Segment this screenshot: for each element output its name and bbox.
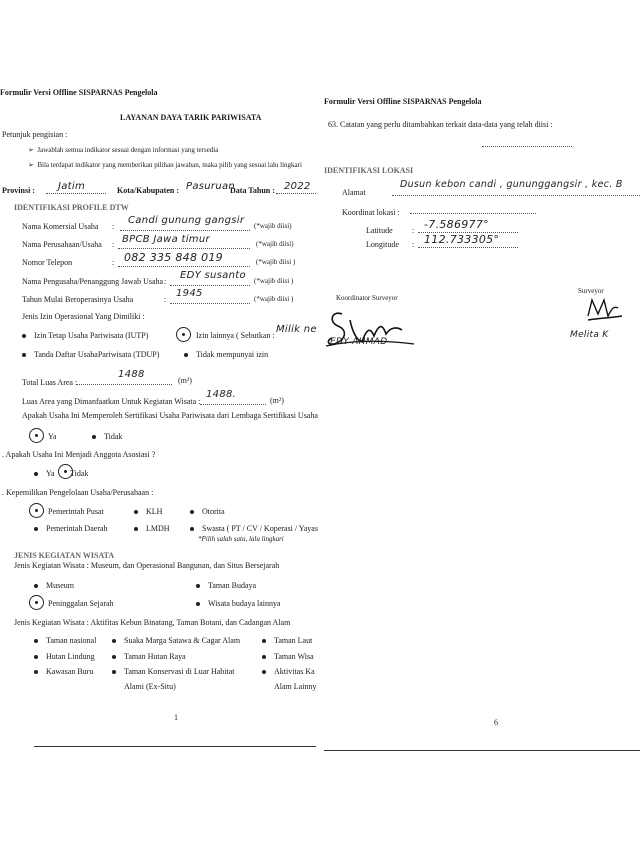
page1-title: LAYANAN DAYA TARIK PARIWISATA [120,113,262,122]
page2-bottom-rule [324,750,640,751]
selected-circle-mark [29,595,44,610]
selected-circle-mark [29,428,44,443]
kepemilikan-option-6[interactable]: Swasta ( PT / CV / Koperasi / Yayas [190,524,318,533]
jenis2-col3-3[interactable]: Aktivitas Ka [262,667,315,676]
tahun-value[interactable]: 2022 [284,181,311,192]
page2-header: Formulir Versi Offline SISPARNAS Pengelola [324,97,482,106]
jenis2-label: Jenis Kegiatan Wisata : Aktifitas Kebun Binatang, Taman Botani, dan Cadangan Alam [14,618,291,627]
jenis1-label: Jenis Kegiatan Wisata : Museum, dan Operasional Bangunan, dan Situs Bersejarah [14,561,280,570]
izin-lainnya-value[interactable]: Milik ne [276,324,317,335]
field-label-1: Nama Komersial Usaha [22,222,99,231]
sertifikasi-tidak[interactable]: Tidak [92,432,122,441]
kepemilikan-option-1[interactable]: Pemerintah Pusat [48,507,104,516]
kepemilikan-option-3[interactable]: Otorita [190,507,225,516]
field-label-3: Nomor Telepon [22,258,73,267]
kepemilikan-note: *Pilih salah satu, lalu lingkari [198,535,284,543]
section-lokasi: IDENTIFIKASI LOKASI [324,166,414,175]
page1-number: 1 [174,713,178,722]
jenis1-option-3[interactable]: Peninggalan Sejarah [48,599,114,608]
koordinat-label: Koordinat lokasi : [342,208,400,217]
longitude-label: Longitude [366,240,399,249]
field-value-5[interactable]: 1945 [176,288,203,299]
jenis2-col1-3[interactable]: Kawasan Buru [34,667,93,676]
field-label-2: Nama Perusahaan/Usaha [22,240,102,249]
latitude-label: Latitude [366,226,393,235]
kepemilikan-option-4[interactable]: Pemerintah Daerah [34,524,108,533]
kepemilikan-option-2[interactable]: KLH [134,507,162,516]
luas-unit-2: (m²) [270,396,284,405]
field-label-5: Tahun Mulai Beroperasinya Usaha [22,295,134,304]
izin-option-2[interactable]: Izin lainnya ( Sebutkan : [196,331,275,340]
field-value-4[interactable]: EDY susanto [180,270,246,281]
page2-number: 6 [494,718,498,727]
section-jenis: JENIS KEGIATAN WISATA [14,551,115,560]
longitude-value[interactable]: 112.733305° [424,233,500,246]
luas-wisata-label: Luas Area yang Dimanfaatkan Untuk Kegiatan Wisata : [22,397,201,406]
petunjuk-item-2: ➢ Bila terdapat indikator yang memberikan pilihan jawaban, maka pilih yang sesuai lalu lingkari [28,161,302,169]
alamat-value[interactable]: Dusun kebon candi , gununggangsir , kec. B [400,179,623,190]
sertifikasi-ya[interactable]: Ya [48,432,57,441]
jenis2-col2-1[interactable]: Suaka Marga Satawa & Cagar Alam [112,636,240,645]
jenis2-col2-2[interactable]: Taman Hutan Raya [112,652,186,661]
jenis2-col3-2[interactable]: Taman Wisa [262,652,314,661]
koordinator-label: Koordinator Surveyor [336,294,398,302]
petunjuk-label: Petunjuk pengisian : [2,130,68,139]
section-profile: IDENTIFIKASI PROFILE DTW [14,203,129,212]
tahun-label: Data Tahun : [230,186,275,195]
jenis2-col1-1[interactable]: Taman nasional [34,636,96,645]
selected-circle-mark [176,327,191,342]
kabupaten-label: Kota/Kabupaten : [117,186,180,195]
jenis1-option-1[interactable]: Museum [34,581,74,590]
jenis2-col3-1[interactable]: Taman Laut [262,636,312,645]
luas-wisata-value[interactable]: 1488. [206,389,237,400]
izin-option-4[interactable]: Tidak mempunyai izin [184,350,268,359]
jenis2-col3-4: Alam Lainny [274,682,317,691]
field-note-2: (*wajib diisi) [256,240,294,248]
kabupaten-value[interactable]: Pasuruan [186,181,236,192]
luas-area-value[interactable]: 1488 [118,369,145,380]
petunjuk-item-1: ➢ Jawablah semua indikator sesuai dengan informasi yang tersedia [28,146,219,154]
sertifikasi-question: Apakah Usaha Ini Memperoleh Sertifikasi Usaha Pariwisata dari Lembaga Sertifikasi Usaha [22,411,318,420]
page1-header: Formulir Versi Offline SISPARNAS Pengelola [0,88,158,97]
latitude-value[interactable]: -7.586977° [424,218,489,231]
surveyor-signature-icon [584,294,624,324]
field-value-3[interactable]: 082 335 848 019 [124,251,223,264]
asosiasi-tidak[interactable]: Tidak [70,469,89,478]
izin-label: Jenis Izin Operasional Yang Dimiliki : [22,312,145,321]
field-note-1: (*wajib diisi) [254,222,292,230]
field-note-5: (*wajib diisi ) [254,295,294,303]
asosiasi-question: . Apakah Usaha Ini Menjadi Anggota Asosiasi ? [2,450,156,459]
luas-area-label: Total Luas Area : [22,378,78,387]
provinsi-value[interactable]: Jatim [58,181,86,192]
jenis2-col2-3[interactable]: Taman Konservasi di Luar Habitat [112,667,235,676]
kepemilikan-option-5[interactable]: LMDH [134,524,170,533]
izin-option-3[interactable]: Tanda Daftar UsahaPariwisata (TDUP) [22,350,159,359]
asosiasi-ya[interactable]: Ya [34,469,55,478]
koordinator-name: EDY AHMAD [330,337,388,347]
kepemilikan-question: . Kepemilikan Pengelolaan Usaha/Perusahaan : [2,488,154,497]
provinsi-label: Provinsi : [2,186,35,195]
field-value-1[interactable]: Candi gunung gangsir [128,215,245,226]
field-label-4: Nama Pengusaha/Penanggung Jawab Usaha [22,277,164,286]
koordinator-signature-icon [322,300,418,360]
jenis1-option-2[interactable]: Taman Budaya [196,581,256,590]
jenis1-option-4[interactable]: Wisata budaya lainnya [196,599,281,608]
selected-circle-mark [29,503,44,518]
field-note-4: (*wajib diisi ) [254,277,294,285]
surveyor-label: Surveyor [578,287,604,295]
field-value-2[interactable]: BPCB Jawa timur [122,234,210,245]
jenis2-col2-4: Alami (Ex-Situ) [124,682,176,691]
document-page: Formulir Versi Offline SISPARNAS Pengelola LAYANAN DAYA TARIK PARIWISATA Petunjuk pengisian : ➢ Jawablah semua indikator sesuai dengan informasi yang tersedia ➢ Bila terdapat indikator yang memberikan pilihan jawaban, maka pilih yang sesuai lalu lingkari Provinsi : Jatim Kota/Kabupaten : Pasuruan Data Tahun : 2022 IDENTIFIKASI PROFILE DTW Nama Komersial Usaha : Candi gunung gangsir (*wajib diisi) Nama Perusahaan/Usaha : BPCB Jawa timur (*wajib diisi) Nomor Telepon : 082 335 848 019 (*wajib diisi ) Nama Pengusaha/Penanggung Jawab Usaha : EDY susanto (*wajib diisi ) Tahun Mulai Beroperasinya Usaha : 1945 (*wajib diisi ) Jenis Izin Operasional Yang Dimiliki : Izin Tetap Usaha Pariwisata (IUTP) Izin lainnya ( Sebutkan : Milik ne Tanda Daftar UsahaPariwisata (TDUP) Tidak mempunyai izin Total Luas Area : 1488 (m²) Luas Area yang Dimanfaatkan Untuk Kegiatan Wisata : 1488. (m²) Apakah Usaha Ini Memperoleh Sertifikasi Usaha Pariwisata dari Lembaga Sertifikasi Usaha Ya Tidak . Apakah Usaha Ini Menjadi Anggota Asosiasi ? Ya Tidak . Kepemilikan Pengelolaan Usaha/Perusahaan : Pemerintah Pusat KLH Otorita Pemerintah Daerah LMDH Swasta ( PT / CV / Koperasi / Yayas *Pilih salah satu, lalu lingkari JENIS KEGIATAN WISATA Jenis Kegiatan Wisata : Museum, dan Operasional Bangunan, dan Situs Bersejarah Museum Taman Budaya Peninggalan Sejarah Wisata budaya lainnya Jenis Kegiatan Wisata : Aktifitas Kebun Binatang, Taman Botani, dan Cadangan Alam Taman nasional Hutan Lindung Kawasan Buru Suaka Marga Satawa & Cagar Alam Taman Hutan Raya Taman Konservasi di Luar Habitat Alami (Ex-Situ) Taman Laut Taman Wisa Aktivitas Ka Alam Lainny 1 Formulir Versi Offline SISPARNAS Pengelola 63. Catatan yang perlu ditambahkan terkait data-data yang telah diisi : IDENTIFIKASI LOKASI Alamat Dusun kebon candi , gununggangsir , kec. B Koordinat lokasi : Latitude : -7.586977° Longitude : 112.733305° Koordinator Surveyor EDY AHMAD Surveyor Melita K 6 [0,0,640,843]
surveyor-name: Melita K [570,330,609,340]
catatan-label: 63. Catatan yang perlu ditambahkan terkait data-data yang telah diisi : [328,120,553,129]
field-note-3: (*wajib diisi ) [256,258,296,266]
jenis2-col1-2[interactable]: Hutan Lindung [34,652,95,661]
luas-unit-1: (m²) [178,376,192,385]
izin-option-1[interactable]: Izin Tetap Usaha Pariwisata (IUTP) [22,331,148,340]
page1-bottom-rule [34,746,316,747]
alamat-label: Alamat [342,188,366,197]
